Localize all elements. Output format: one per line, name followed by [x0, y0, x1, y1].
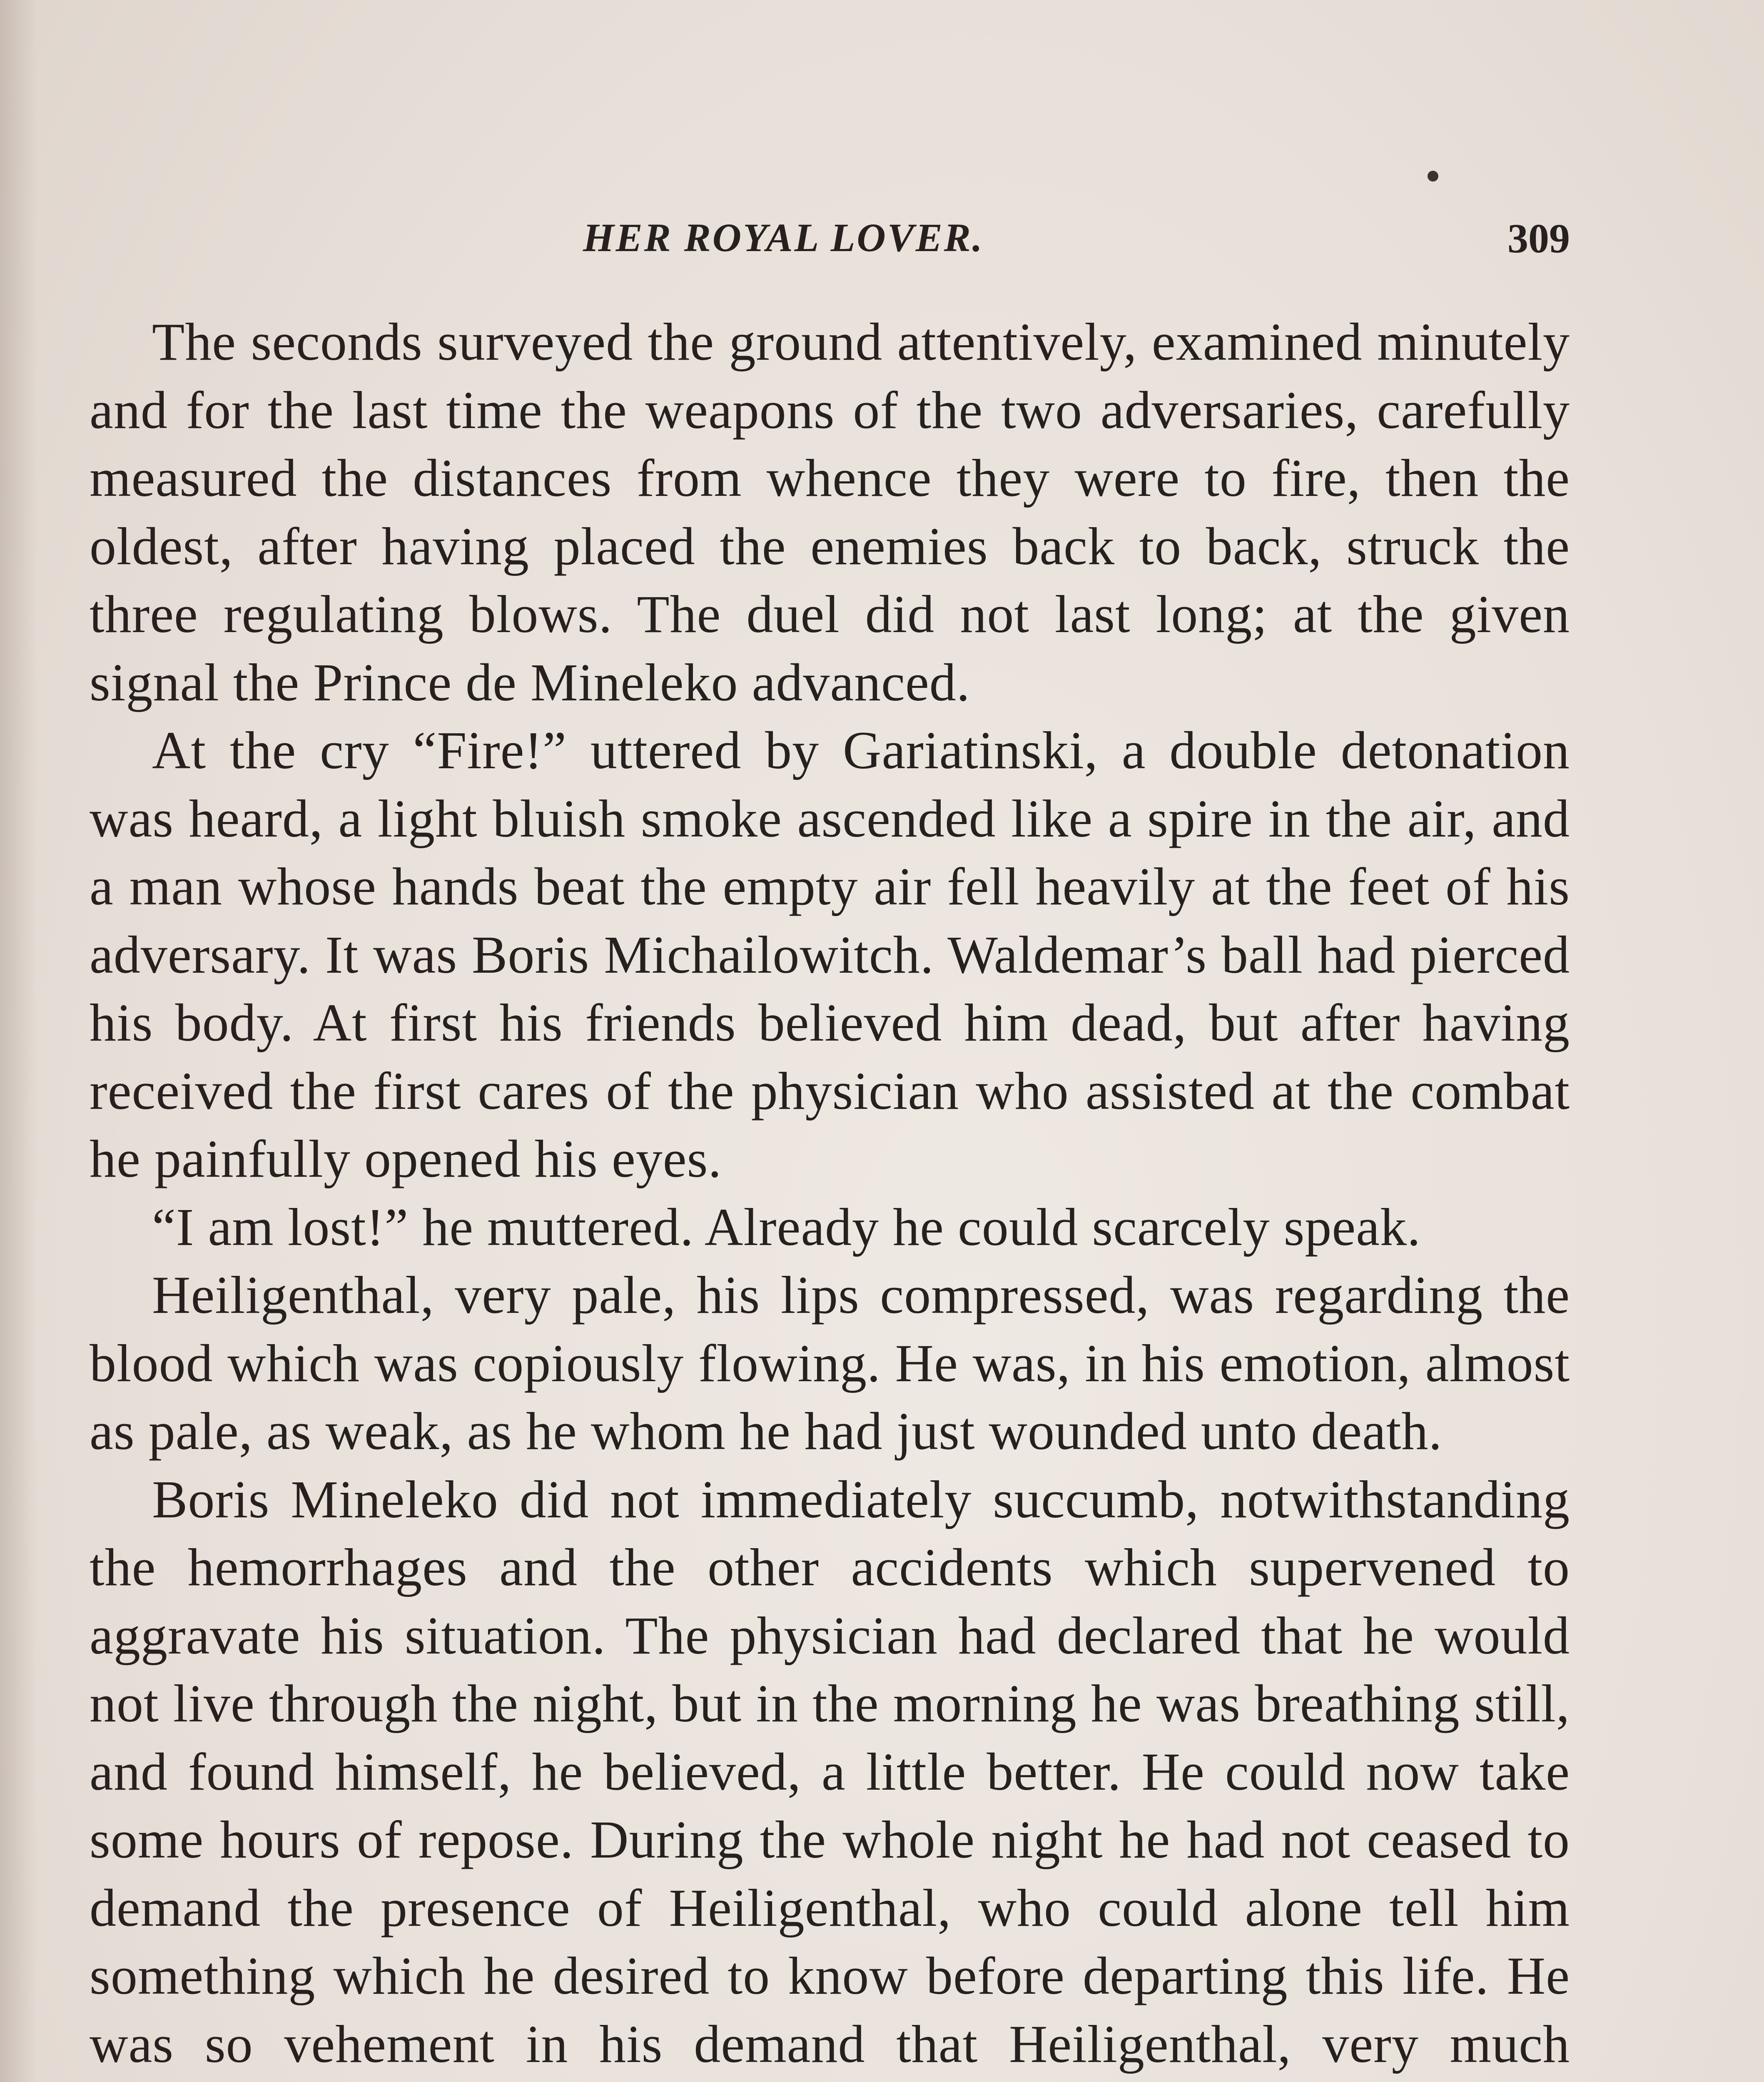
body-text	[90, 308, 1570, 2082]
page-header	[83, 214, 1570, 273]
page-gutter-shadow	[0, 0, 37, 2082]
paragraph: The seconds surveyed the ground attentively, examined minutely and for the last time the weapons of the two adversaries, carefully measured the distances from whence they were to fire, then the oldest, after having placed the enemies back to back, struck the three regulating blows. The duel did not last long; at the given signal the Prince de Mineleko advanced.	[90, 312, 1570, 712]
paragraph: Heiligenthal, very pale, his lips compressed, was regarding the blood which was copiously flowing. He was, in his emotion, almost as pale, as weak, as he whom he had just wounded unto death.	[90, 1265, 1570, 1461]
page-number: 309	[1507, 215, 1570, 261]
ink-speck	[1428, 171, 1438, 182]
paragraph: At the cry “Fire!” uttered by Gariatinski, a double detonation was heard, a light bluish smoke ascended like a spire in the air, and a man whose hands beat the empty air fell heavily at the feet of his adversary. It was Boris Michailowitch. Waldemar’s ball had pierced his body. At first his friends believed him dead, but after having received the first cares of the physician who assisted at the combat he painfully opened his eyes.	[90, 721, 1570, 1188]
paragraph: Boris Mineleko did not immediately succumb, notwithstanding the hemorrhages and the other accidents which supervened to aggravate his situation. The physician had declared that he would not live through the night, but in the morning he was breathing still, and found himself, he believed, a little better. He could now take some hours of repose. During the whole night he had not ceased to demand the presence of Heiligenthal, who could alone tell him something which he desired to know before departing this life. He was so vehement in his demand that Heiligenthal, very much	[90, 1469, 1570, 2074]
paragraph: “I am lost!” he muttered. Already he could scarcely speak.	[152, 1197, 1421, 1257]
running-head: HER ROYAL LOVER.	[583, 215, 984, 260]
